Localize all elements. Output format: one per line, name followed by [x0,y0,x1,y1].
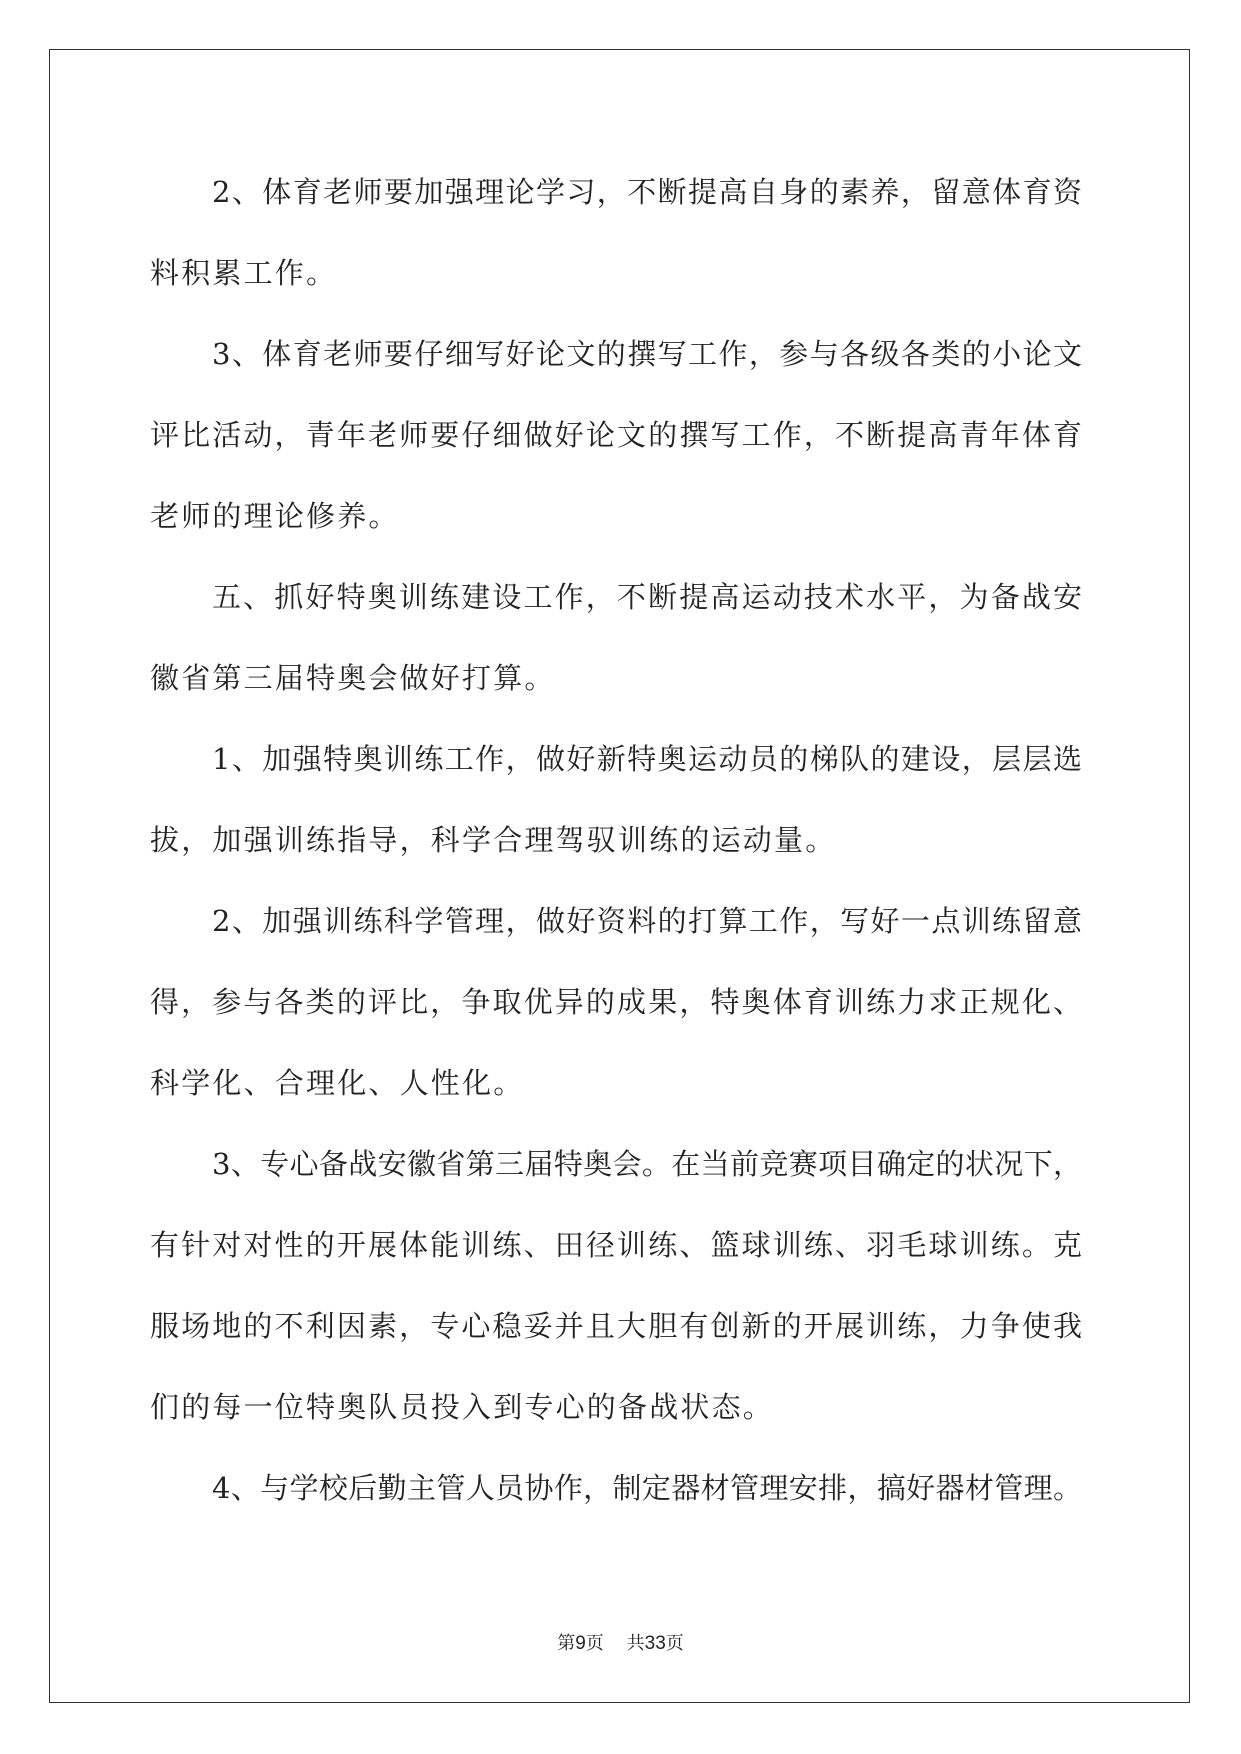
paragraph-line: 2、体育老师要加强理论学习，不断提高自身的素养，留意体育资 [212,175,1082,209]
paragraph-line: 得，参与各类的评比，争取优异的成果，特奥体育训练力求正规化、 [150,985,1082,1019]
paragraph-line: 服场地的不利因素，专心稳妥并且大胆有创新的开展训练，力争使我 [150,1309,1082,1343]
page-prefix: 第 [557,1633,576,1654]
paragraph-line: 4、与学校后勤主管人员协作，制定器材管理安排，搞好器材管理。 [212,1471,1082,1505]
page-suffix: 页 [585,1633,604,1654]
paragraph-line: 们的每一位特奥队员投入到专心的备战状态。 [150,1390,775,1424]
paragraph-line: 3、体育老师要仔细写好论文的撰写工作，参与各级各类的小论文 [212,337,1082,371]
section-heading-line: 徽省第三届特奥会做好打算。 [150,661,556,695]
paragraph-line: 3、专心备战安徽省第三届特奥会。在当前竞赛项目确定的状况下， [212,1147,1082,1181]
total-prefix: 共 [626,1633,645,1654]
paragraph-line: 科学化、合理化、人性化。 [150,1066,525,1100]
paragraph-line: 1、加强特奥训练工作，做好新特奥运动员的梯队的建设，层层选 [212,742,1082,776]
total-suffix: 页 [665,1633,684,1654]
paragraph-line: 有针对对性的开展体能训练、田径训练、篮球训练、羽毛球训练。克 [150,1228,1082,1262]
paragraph-line: 老师的理论修养。 [150,499,400,533]
page-footer [0,1632,1241,1656]
paragraph-line: 拔，加强训练指导，科学合理驾驭训练的运动量。 [150,823,837,857]
paragraph-line: 2、加强训练科学管理，做好资料的打算工作，写好一点训练留意 [212,904,1082,938]
paragraph-line: 评比活动，青年老师要仔细做好论文的撰写工作，不断提高青年体育 [150,418,1082,452]
page-border [49,49,1190,1703]
section-heading-line: 五、抓好特奥训练建设工作，不断提高运动技术水平，为备战安 [212,580,1082,614]
page-number: 9 [575,1633,586,1654]
paragraph-line: 料积累工作。 [150,256,338,290]
total-pages: 33 [644,1633,666,1654]
